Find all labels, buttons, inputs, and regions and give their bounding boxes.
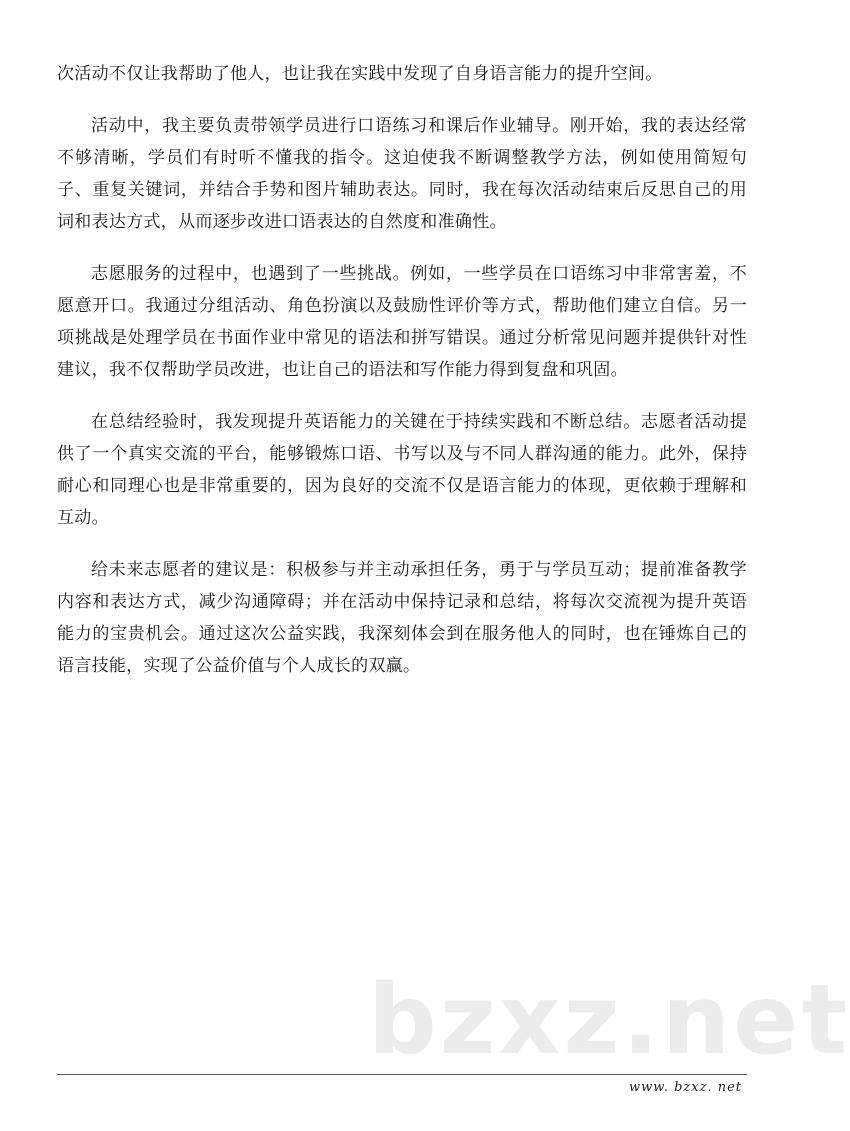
paragraph-continuation: 次活动不仅让我帮助了他人，也让我在实践中发现了自身语言能力的提升空间。 (57, 64, 663, 84)
paragraph-challenges: 志愿服务的过程中，也遇到了一些挑战。例如，一些学员在口语练习中非常害羞，不愿意开口。我通过分组活动、角色扮演以及鼓励性评价等方式，帮助他们建立自信。另一项挑战是处理学员在书面作业中常见的语法和拼写错误。通过分析常见问题并提供针对性建议，我不仅帮助学员改进，也让自己的语法和写作能力得到复盘和巩固。 (57, 264, 747, 380)
document-body (57, 58, 747, 702)
paragraph-lessons: 在总结经验时，我发现提升英语能力的关键在于持续实践和不断总结。志愿者活动提供了一个真实交流的平台，能够锻炼口语、书写以及与不同人群沟通的能力。此外，保持耐心和同理心也是非常重要的，因为良好的交流不仅是语言能力的体现，更依赖于理解和互动。 (57, 412, 747, 528)
paragraph-advice: 给未来志愿者的建议是：积极参与并主动承担任务，勇于与学员互动；提前准备教学内容和表达方式，减少沟通障碍；并在活动中保持记录和总结，将每次交流视为提升英语能力的宝贵机会。通过这次公益实践，我深刻体会到在服务他人的同时，也在锤炼自己的语言技能，实现了公益价值与个人成长的双赢。 (57, 560, 747, 676)
watermark-logo: bzxz.net (368, 964, 850, 1076)
footer-url: www. bzxz. net (628, 1080, 742, 1095)
footer-divider (57, 1074, 747, 1075)
paragraph-activity-role: 活动中，我主要负责带领学员进行口语练习和课后作业辅导。刚开始，我的表达经常不够清晰，学员们有时听不懂我的指令。这迫使我不断调整教学方法，例如使用简短句子、重复关键词，并结合手势和图片辅助表达。同时，我在每次活动结束后反思自己的用词和表达方式，从而逐步改进口语表达的自然度和准确性。 (57, 116, 747, 232)
